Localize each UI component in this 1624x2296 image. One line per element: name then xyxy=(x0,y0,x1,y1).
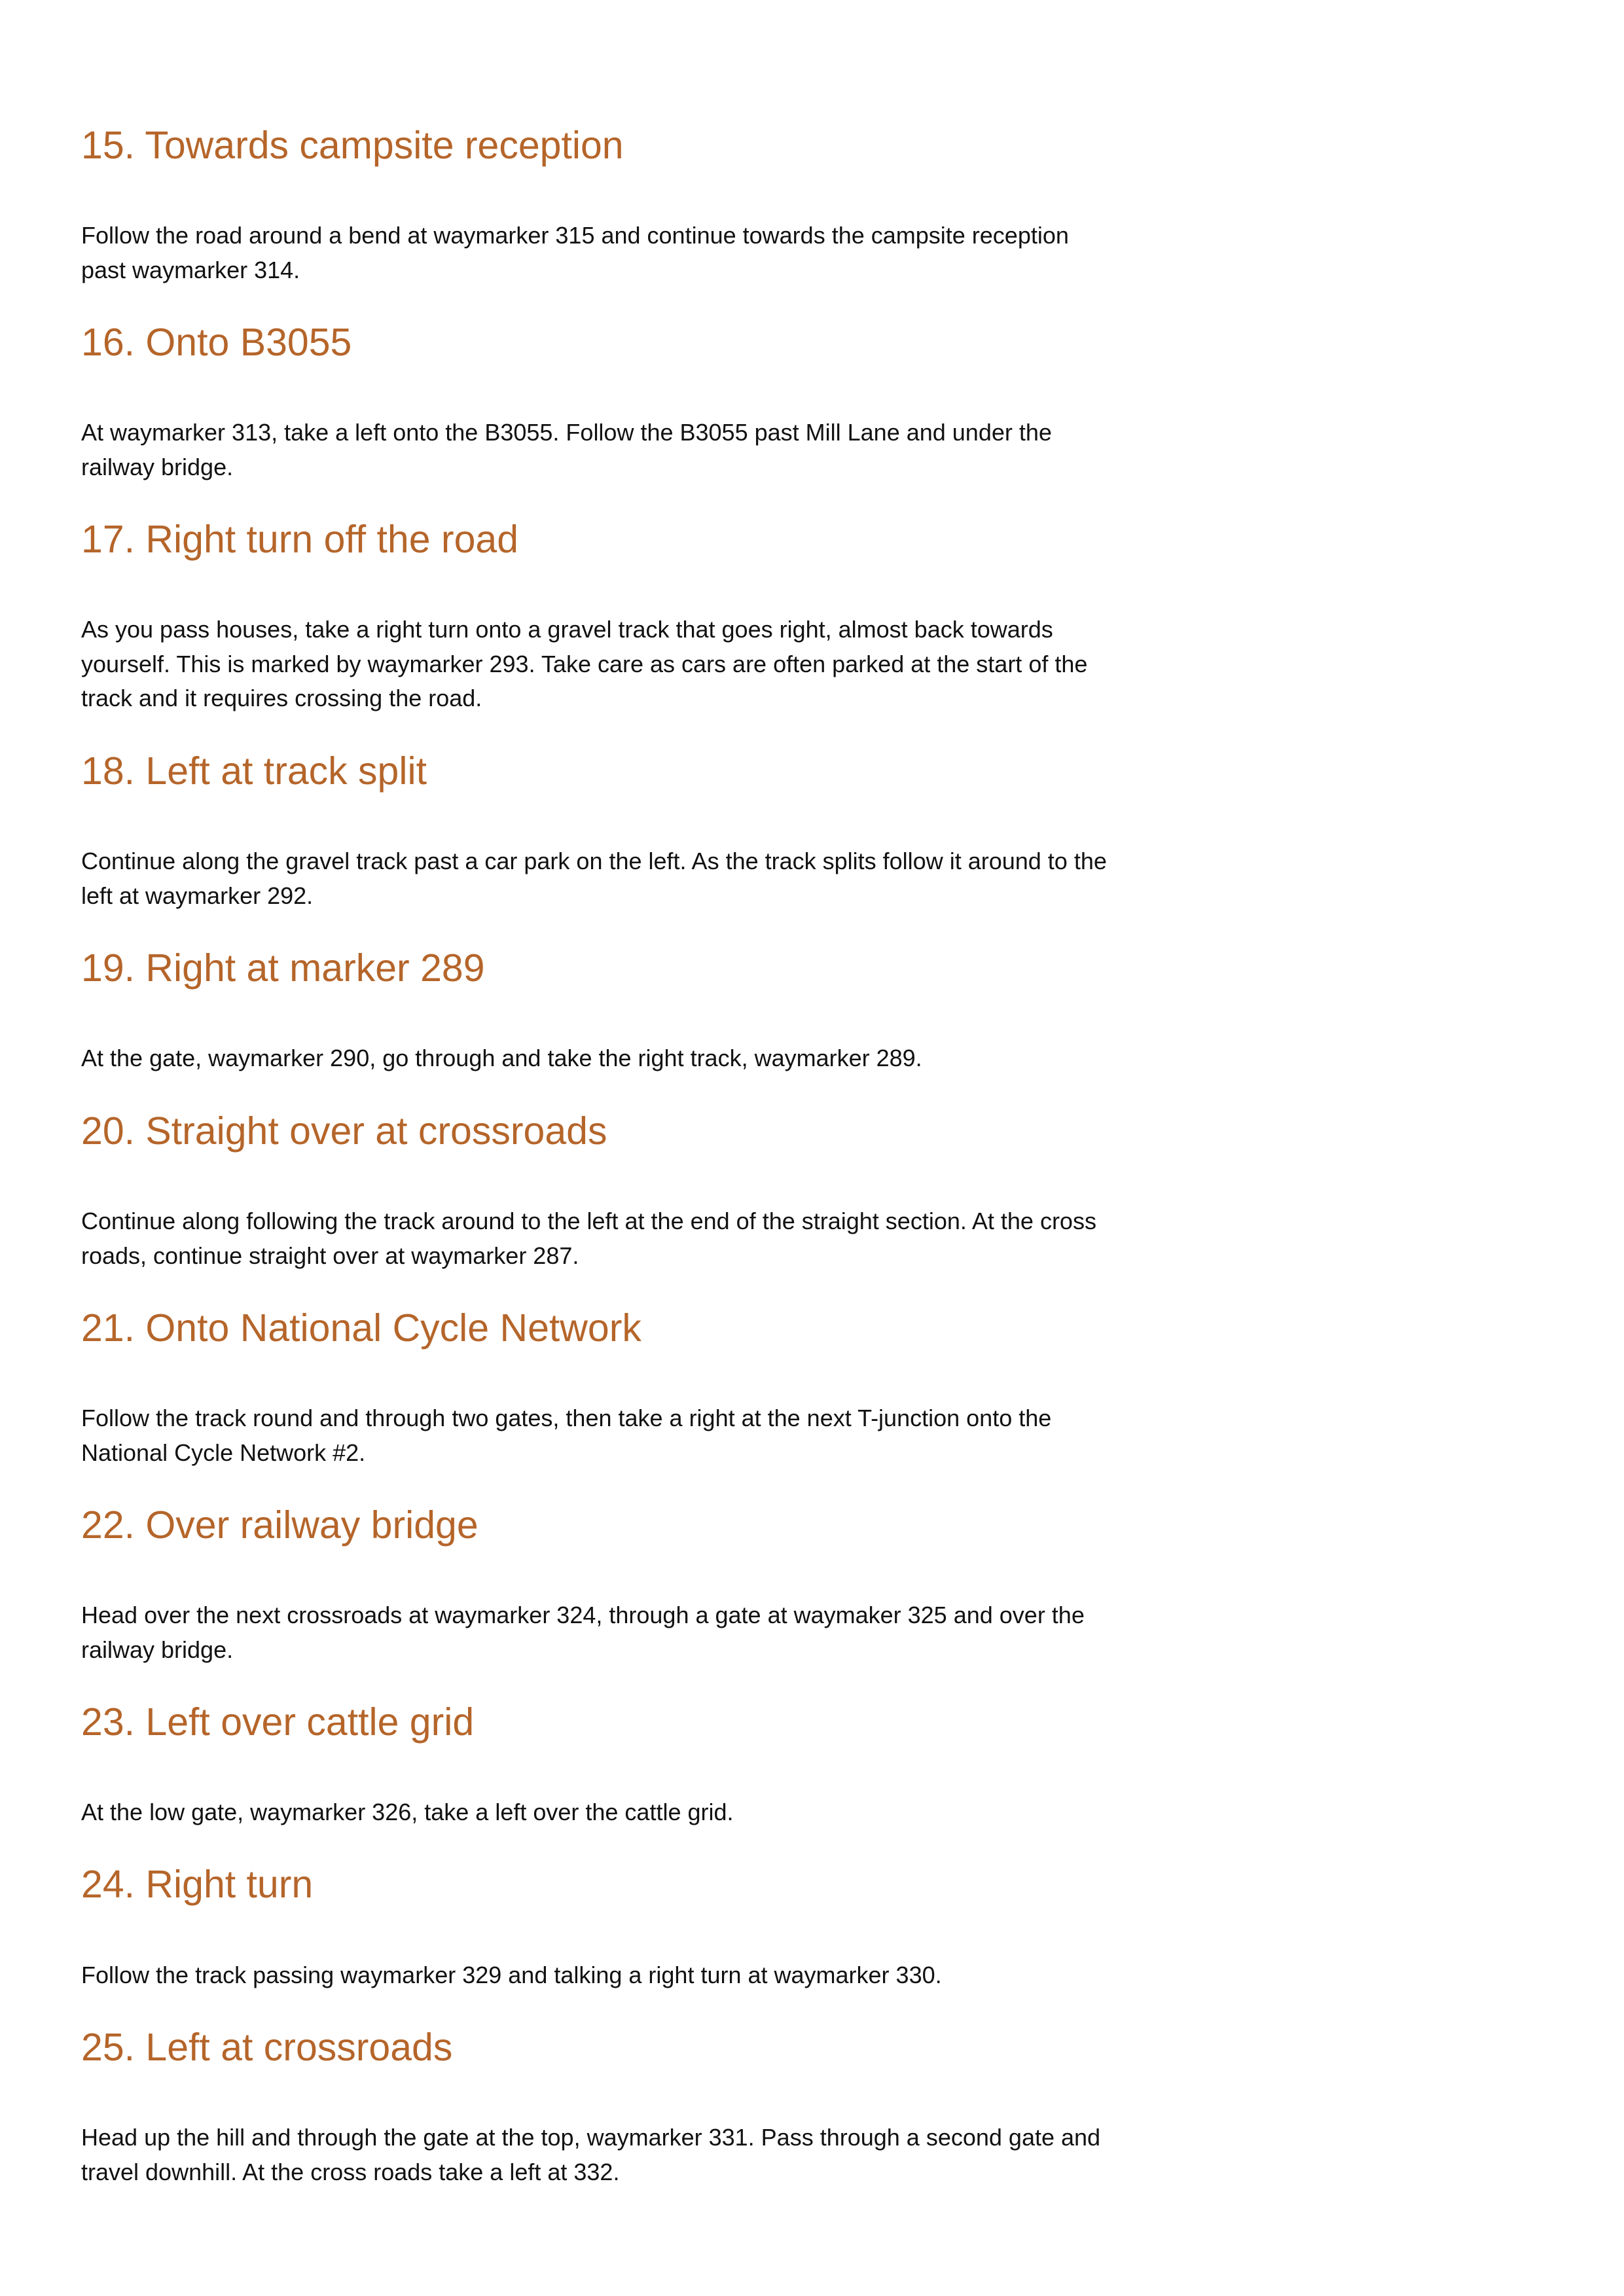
step-heading: 24. Right turn xyxy=(81,1863,314,1906)
step-text: As you pass houses, take a right turn onto a gravel track that goes right, almost back towards yourself. This is marked by waymarker 293. Take care as cars are often parked at the start of the track and it requires crossing the road. xyxy=(81,616,1088,711)
step-heading: 19. Right at marker 289 xyxy=(81,946,485,990)
step-heading: 17. Right turn off the road xyxy=(81,518,519,561)
step-text: At the gate, waymarker 290, go through and take the right track, waymarker 289. xyxy=(81,1045,922,1071)
step-heading: 16. Onto B3055 xyxy=(81,321,352,364)
step-text: Head up the hill and through the gate at the top, waymarker 331. Pass through a second gate and travel downhill. At the cross roads take a left at 332. xyxy=(81,2124,1101,2185)
step-text: Continue along the gravel track past a car park on the left. As the track splits follow it around to the left at waymarker 292. xyxy=(81,848,1107,909)
step-text: Follow the road around a bend at waymarker 315 and continue towards the campsite reception past waymarker 314. xyxy=(81,222,1069,283)
step-text: At the low gate, waymarker 326, take a left over the cattle grid. xyxy=(81,1799,734,1825)
step-text: Follow the track passing waymarker 329 and talking a right turn at waymarker 330. xyxy=(81,1962,942,1988)
step-heading: 20. Straight over at crossroads xyxy=(81,1109,607,1153)
step-text: Head over the next crossroads at waymarker 324, through a gate at waymaker 325 and over the railway bridge. xyxy=(81,1602,1085,1663)
step-heading: 25. Left at crossroads xyxy=(81,2026,453,2069)
step-heading: 15. Towards campsite reception xyxy=(81,124,624,167)
step-heading: 21. Onto National Cycle Network xyxy=(81,1306,641,1350)
step-text: Follow the track round and through two gates, then take a right at the next T-junction onto the National Cycle Network #2. xyxy=(81,1405,1052,1466)
step-text: Continue along following the track around to the left at the end of the straight section. At the cross roads, continue straight over at waymarker 287. xyxy=(81,1208,1096,1269)
step-heading: 18. Left at track split xyxy=(81,749,427,793)
step-heading: 23. Left over cattle grid xyxy=(81,1700,475,1744)
step-text: At waymarker 313, take a left onto the B3055. Follow the B3055 past Mill Lane and under the railway bridge. xyxy=(81,419,1052,480)
step-heading: 22. Over railway bridge xyxy=(81,1503,478,1547)
